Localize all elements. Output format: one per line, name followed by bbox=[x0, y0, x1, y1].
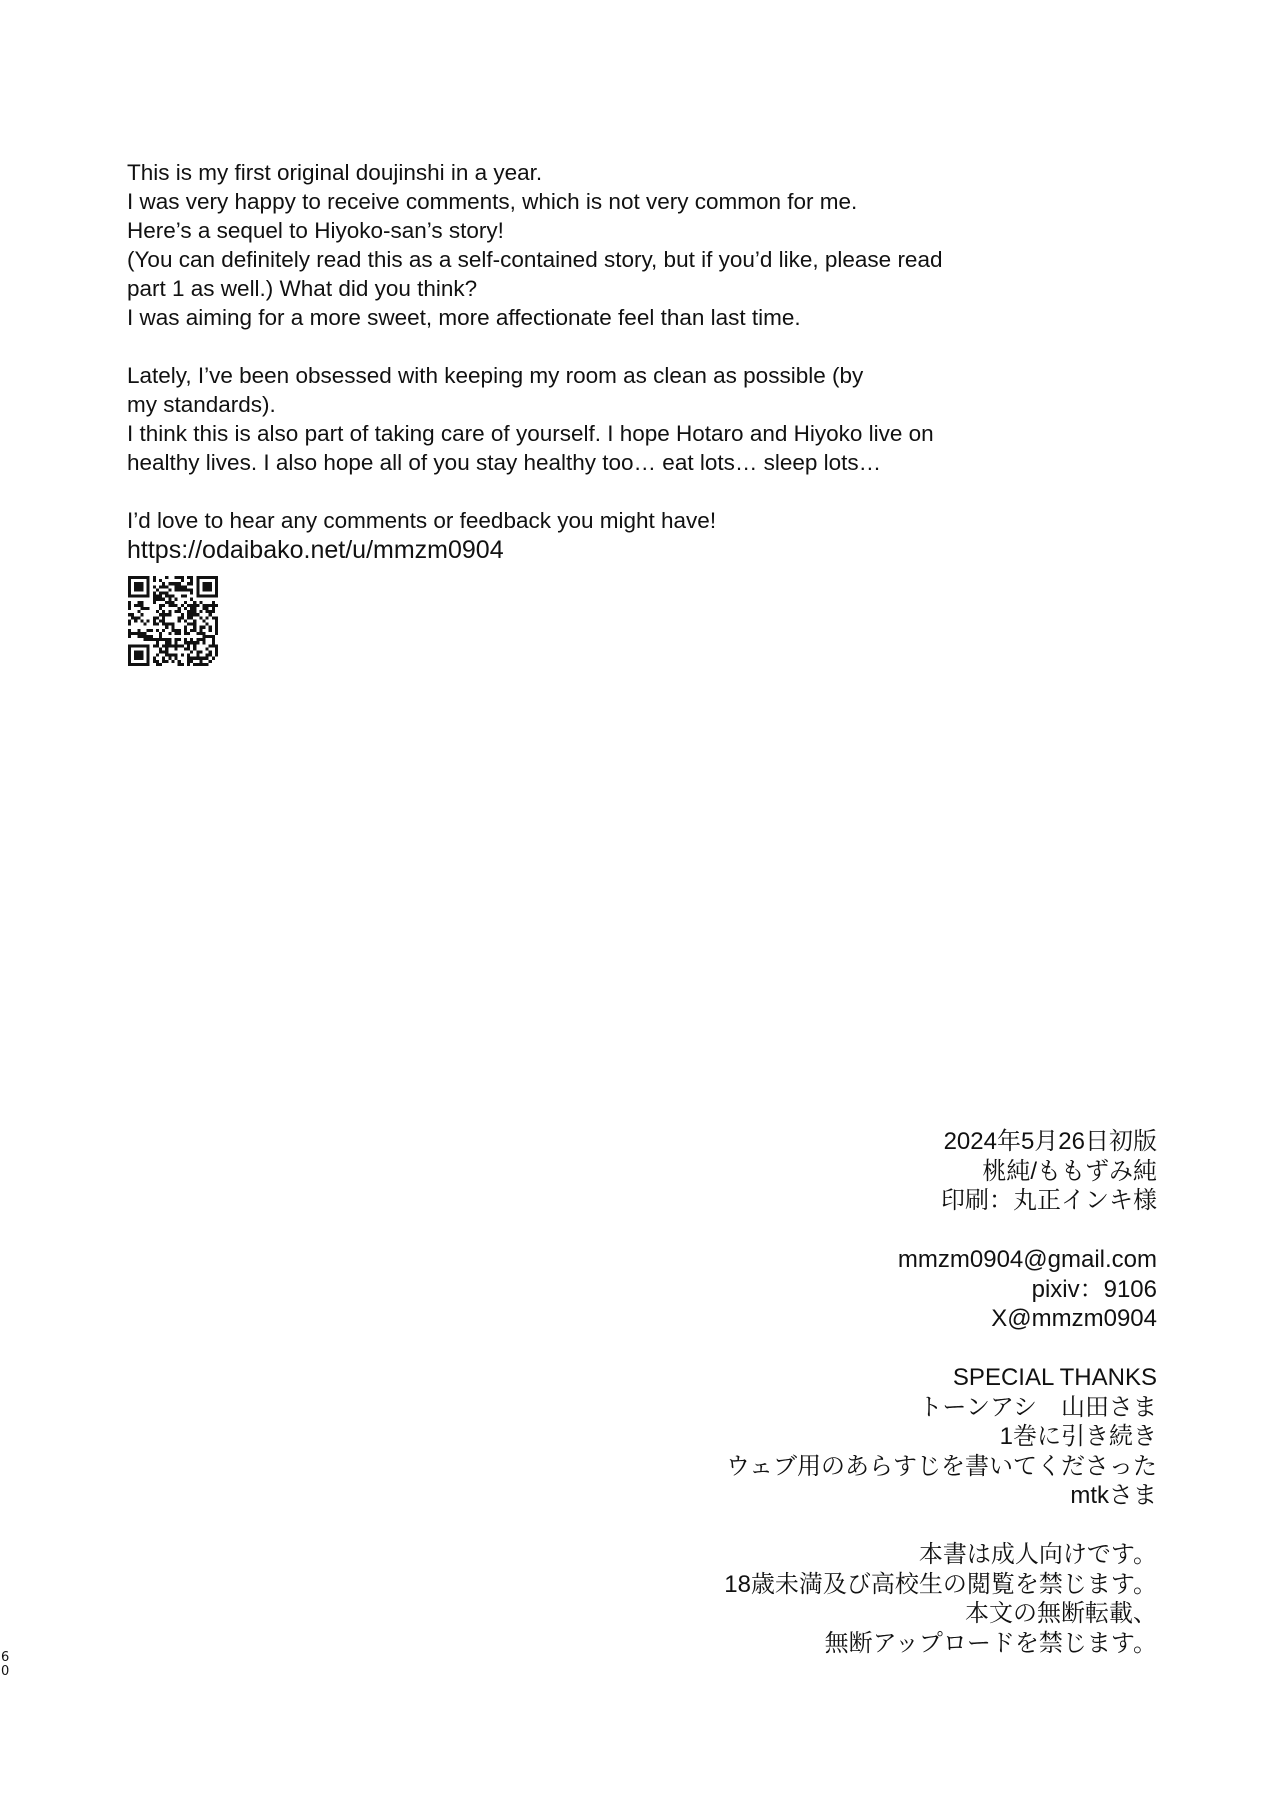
printer-credit: 印刷：丸正インキ様 bbox=[941, 1187, 1157, 1214]
afterword-paragraph bbox=[127, 158, 1027, 332]
thanks-line: ウェブ用のあらすじを書いてくださった bbox=[725, 1452, 1157, 1480]
contact-x: X@mmzm0904 bbox=[991, 1305, 1157, 1332]
thanks-line: トーンアシ 山田さま bbox=[918, 1393, 1157, 1421]
contact-info bbox=[457, 1245, 1157, 1334]
qr-code-icon bbox=[128, 576, 218, 666]
text-line: I was aiming for a more sweet, more affectionate feel than last time. bbox=[127, 305, 801, 330]
special-thanks bbox=[457, 1363, 1157, 1511]
contact-email: mmzm0904@gmail.com bbox=[897, 1246, 1157, 1273]
page-number-digit: 0 bbox=[1, 1664, 10, 1679]
thanks-line: 1巻に引き続き bbox=[999, 1423, 1157, 1450]
text-line: Here’s a sequel to Hiyoko-san’s story! bbox=[127, 218, 504, 243]
thanks-line: mtkさま bbox=[1070, 1482, 1157, 1509]
page-number bbox=[1, 1651, 13, 1679]
colophon bbox=[457, 1127, 1157, 1658]
text-line: I was very happy to receive comments, which is not very common for me. bbox=[127, 189, 858, 214]
text-line: Lately, I’ve been obsessed with keeping my room as clean as possible (by bbox=[127, 363, 864, 388]
adult-notice bbox=[457, 1540, 1157, 1658]
afterword-paragraph bbox=[127, 506, 1027, 535]
text-line: healthy lives. I also hope all of you stay healthy too… eat lots… sleep lots… bbox=[127, 450, 882, 475]
author-name: 桃純/ももずみ純 bbox=[982, 1157, 1157, 1185]
text-line: part 1 as well.) What did you think? bbox=[127, 276, 478, 301]
text-line: This is my first original doujinshi in a year. bbox=[127, 160, 543, 185]
notice-line: 無断アップロードを禁じます。 bbox=[824, 1629, 1157, 1657]
publication-date: 2024年5月26日初版 bbox=[943, 1128, 1157, 1155]
notice-line: 18歳未満及び高校生の閲覧を禁じます。 bbox=[724, 1570, 1157, 1598]
text-line: I think this is also part of taking care of yourself. I hope Hotaro and Hiyoko live on bbox=[127, 421, 934, 446]
text-line: I’d love to hear any comments or feedback you might have! bbox=[127, 508, 717, 533]
notice-line: 本文の無断転載、 bbox=[965, 1600, 1157, 1627]
contact-pixiv: pixiv：9106 bbox=[1031, 1275, 1157, 1303]
page-number-digit: 6 bbox=[1, 1650, 10, 1665]
notice-line: 本書は成人向けです。 bbox=[918, 1541, 1157, 1568]
thanks-heading: SPECIAL THANKS bbox=[952, 1364, 1157, 1391]
text-line: (You can definitely read this as a self-contained story, but if you’d like, please read bbox=[127, 247, 943, 272]
text-line: my standards). bbox=[127, 392, 276, 417]
afterword-paragraph bbox=[127, 361, 1027, 477]
afterword bbox=[127, 158, 1027, 565]
feedback-url: https://odaibako.net/u/mmzm0904 bbox=[127, 536, 504, 564]
publication-info bbox=[457, 1127, 1157, 1216]
